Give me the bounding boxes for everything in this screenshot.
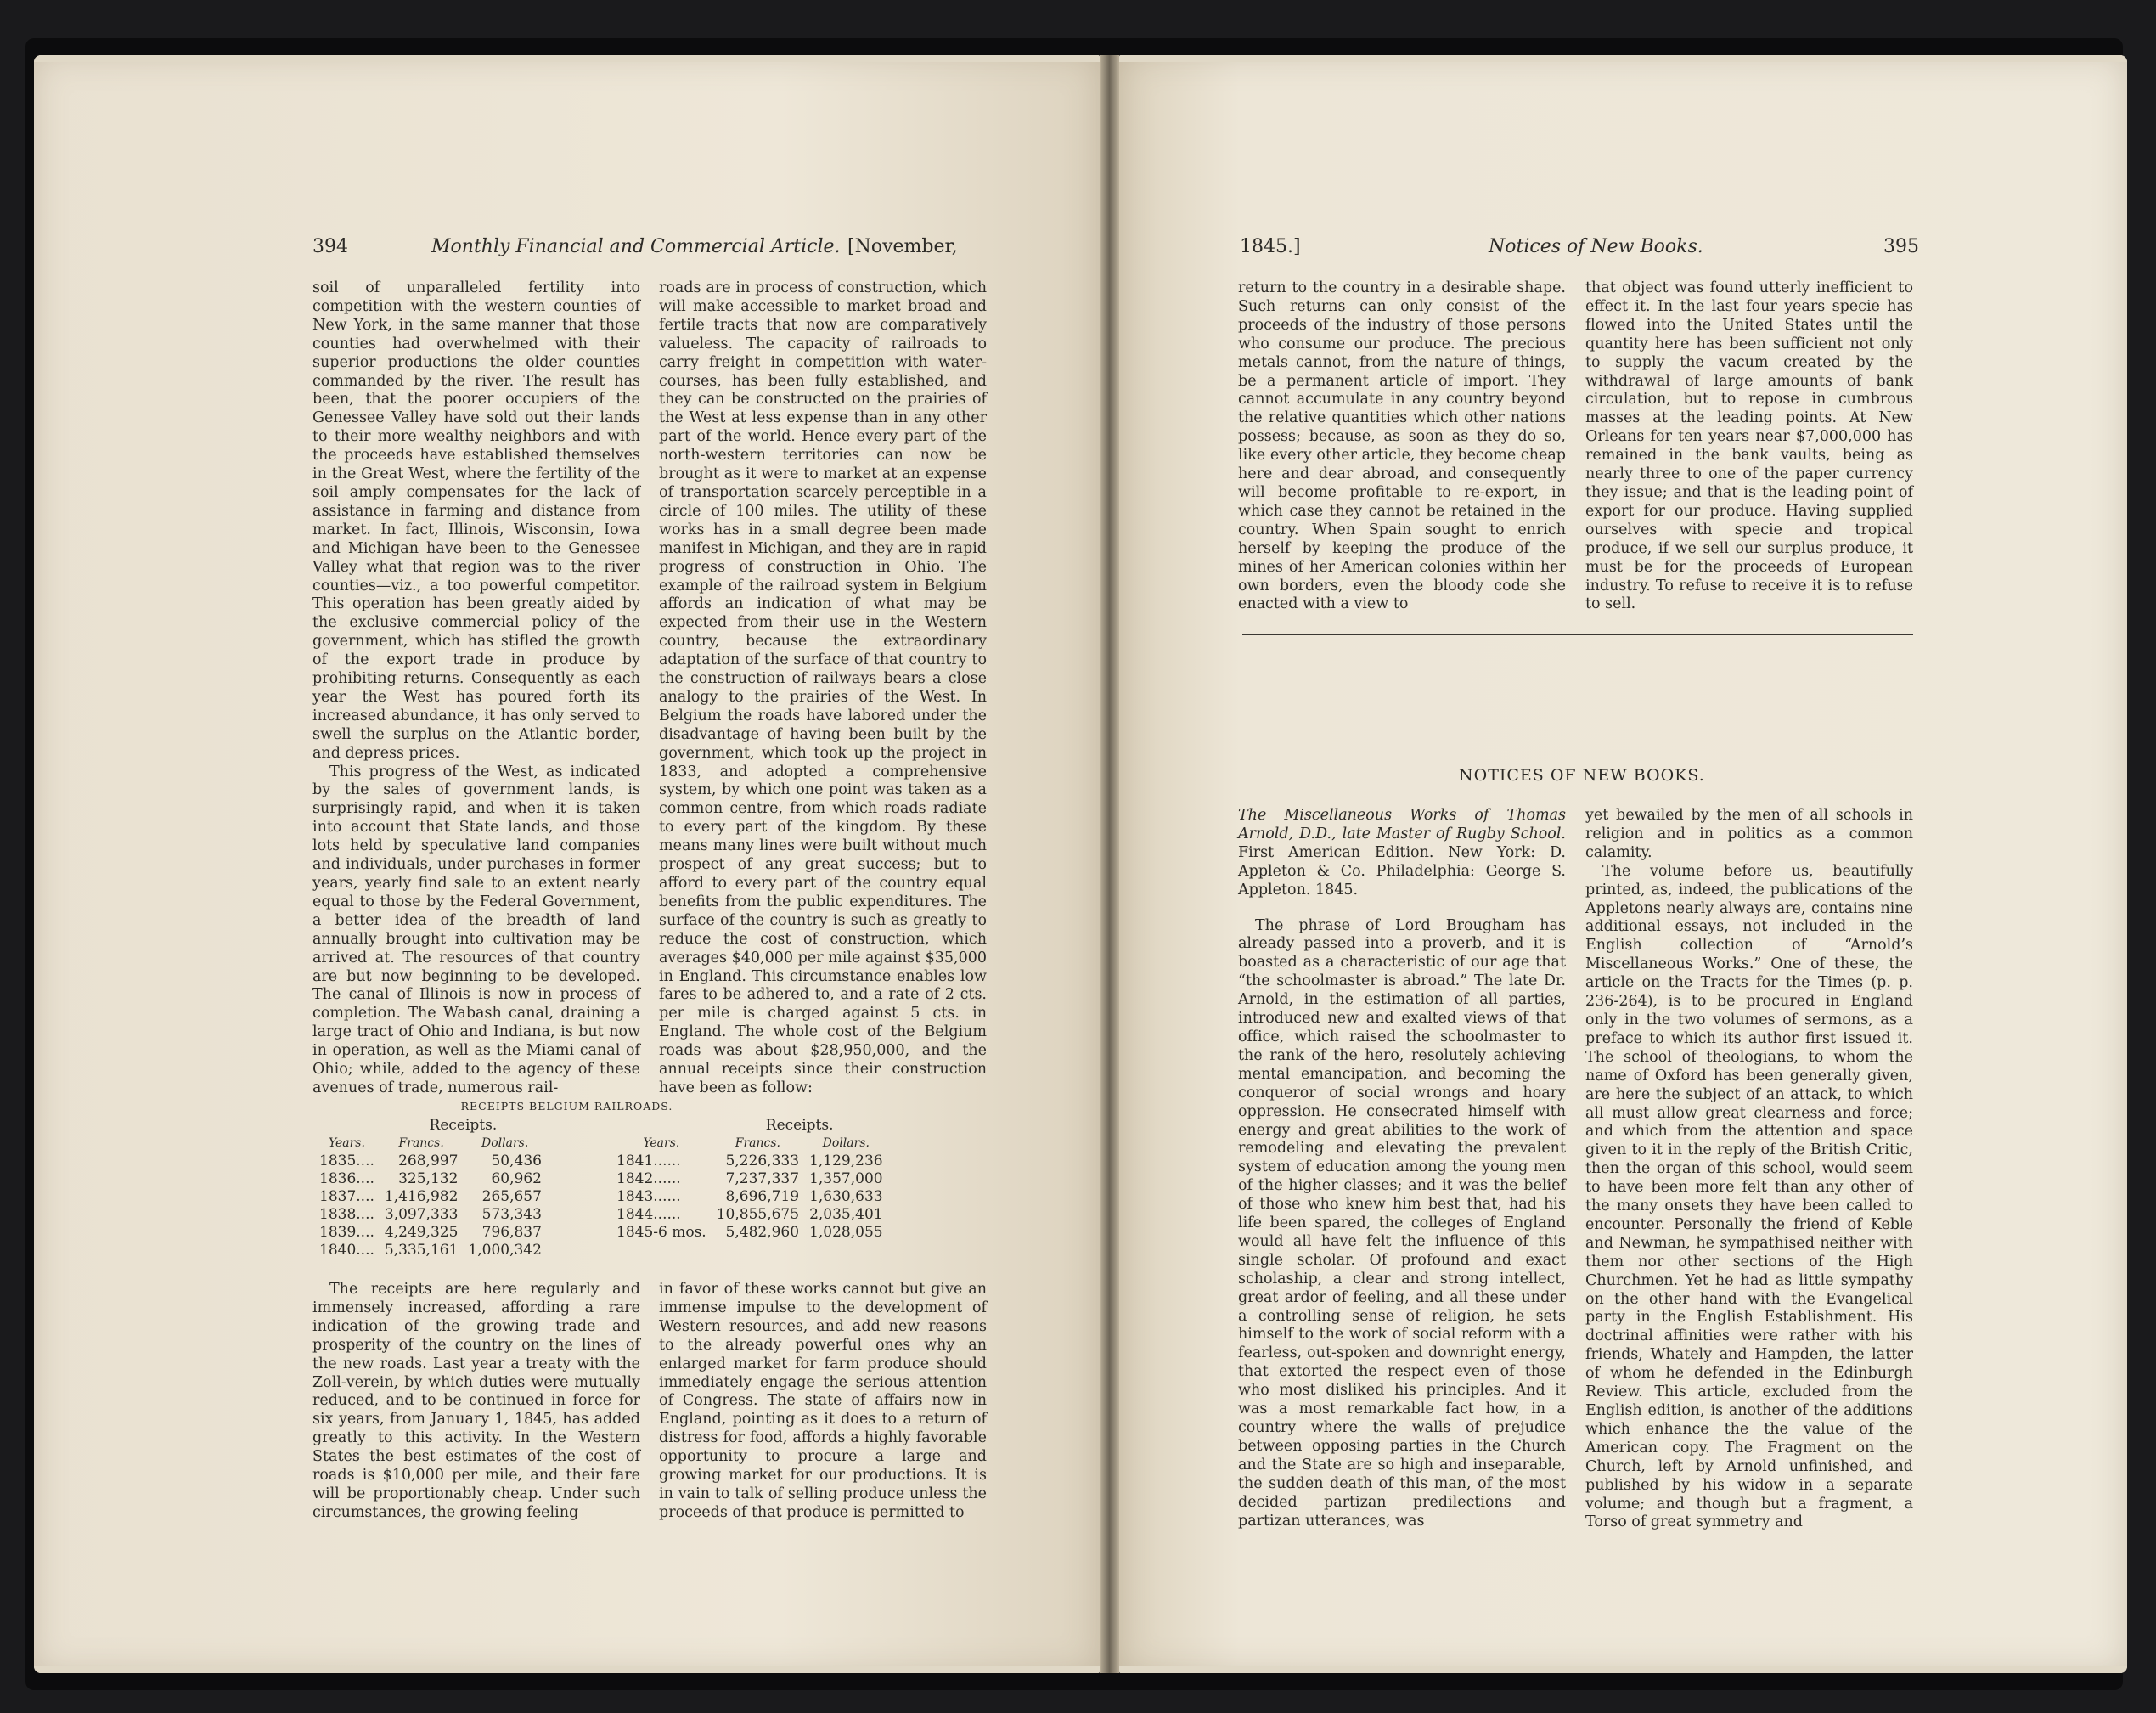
receipts-table-left [314, 1117, 547, 1259]
right-col1-review [1238, 807, 1566, 1530]
paragraph: return to the country in a desirable shape. Such returns can only consist of the proceeds of the industry of those persons who consume our produce. The precious metals cannot, from the nature of things, be a permanent article of import. They cannot accumulate in any country beyond the relative quantities which other nations possess; because, as soon as they do so, like every other article, they become cheap here and dear abroad, and consequently will become profitable to re-export, in which case they cannot be retained in the country. When Spain sought to enrich herself by keeping the produce of the mines of her American colonies within her own borders, even the bloody code she enacted with a view to [1238, 279, 1566, 613]
book-title: The Miscellaneous Works of Thomas Arnold, D.D., late Master of Rugby School. [1238, 807, 1566, 842]
left-col2-bottom [659, 1281, 987, 1523]
book-imprint: First American Edition. New York: D. Appleton & Co. Philadelphia: George S. Appleton. 1845. [1238, 843, 1566, 899]
right-running-header [1119, 236, 2127, 263]
section-divider [1242, 634, 1913, 635]
right-col2-review [1585, 807, 1913, 1532]
table-row: 1841...... 5,226,333 1,129,236 [616, 1152, 883, 1169]
page-edge-bottom [34, 1666, 1100, 1673]
header-years: Years. [643, 1136, 680, 1150]
right-running-title: Notices of New Books. [1489, 236, 1703, 257]
header-dollars: Dollars. [822, 1136, 870, 1150]
left-running-title: Monthly Financial and Commercial Article. [431, 236, 841, 257]
paragraph: yet bewailed by the men of all schools in religion and in politics as a common calamity. [1585, 807, 1913, 861]
left-running-header [34, 236, 1100, 263]
paragraph: roads are in process of construction, which will make accessible to market broad and fertile tracts that now are comparatively valueless. The capacity of railroads to carry freight in competition with water-courses, has been fully established, and they can be constructed on the prairies of the West at less expense than in any other part of the world. Hence every part of the north-western territories can now be brought as it were to market at an expense of transportation scarcely perceptible in a circle of 100 miles. The utility of these works has in a small degree been made manifest in Michigan, and they are in rapid progress of construction in Ohio. The example of the railroad system in Belgium affords an indication of what may be expected from their use in the Western country, because the extraordinary adaptation of the surface of that country to the construction of railways bears a close analogy to the prairies of the West. In Belgium the roads have labored under the disadvantage of having been built by the government, which took up the project in 1833, and adopted a comprehensive system, by which one point was taken as a common centre, from which roads radiate to every part of the kingdom. By these means many lines were built without much prospect of any great success; but to afford to every part of the country equal benefits from the public expenditures. The surface of the country is such as greatly to reduce the cost of construction, which averages $40,000 per mile against $35,000 in England. This circumstance enables low fares to be adhered to, and a rate of 2 cts. per mile is charged against 5 cts. in England. The whole cost of the Belgium roads was about $28,950,000, and the annual receipts since their construction have been as follow: [659, 279, 987, 1096]
header-francs: Francs. [735, 1136, 781, 1150]
paragraph: that object was found utterly inefficient to effect it. In the last four years specie has flowed into the United States until the quantity here has been sufficient not only to supply the vacum created by the withdrawal of large amounts of bank circulation, but to repose in cumbrous masses at the leading points. At New Orleans for ten years near $7,000,000 has remained in the bank vaults, being as nearly three to one of the paper currency they issue; and that is the leading point of export for our produce. Having supplied ourselves with specie and tropical produce, if we sell our surplus produce, it must be for the proceeds of European industry. To refuse to receive it is to refuse to sell. [1585, 279, 1913, 613]
right-page-number: 395 [1883, 236, 1919, 257]
table-title: RECEIPTS BELGIUM RAILROADS. [460, 1100, 673, 1113]
section-title: NOTICES OF NEW BOOKS. [1459, 766, 1705, 785]
paragraph: in favor of these works cannot but give an immense impulse to the development of Western resources, and add new reasons to the already powerful ones why an enlarged market for farm produce should immediately engage the serious attention of Congress. The state of affairs now in England, pointing as it does to a return of distress for food, affords a highly favorable opportunity to procure a large and growing market for our productions. It is in vain to talk of selling produce unless the proceeds of that produce is permitted to [659, 1281, 987, 1521]
table-row: 1843...... 8,696,719 1,630,633 [616, 1188, 883, 1205]
header-dollars: Dollars. [481, 1136, 529, 1150]
left-page [34, 55, 1100, 1673]
left-running-date: [November, [847, 236, 958, 257]
table-row: 1836.... 325,132 60,962 [319, 1170, 542, 1187]
paragraph: soil of unparalleled fertility into competition with the western counties of New York, in the same manner that those counties had overwhelmed with their superior productions the older counties commanded by the river. The result has been, that the poorer occupiers of the Genessee Valley have sold out their lands to their more wealthy neighbors and with the proceeds have established themselves in the Great West, where the fertility of the soil amply compensates for the lack of assistance in farming and distance from market. In fact, Illinois, Wisconsin, Iowa and Michigan have been to the Genessee Valley what that region was to the river counties—viz., a too powerful competitor. This operation has been greatly aided by the exclusive commercial policy of the government, which has stifled the growth of the export trade in produce by prohibiting returns. Consequently as each year the West has poured forth its increased abundance, it has only served to swell the surplus on the Atlantic border, and depress prices. [312, 279, 640, 762]
page-edge-top [34, 55, 1100, 62]
table-row: 1845-6 mos. 5,482,960 1,028,055 [616, 1224, 883, 1241]
table-row: 1842...... 7,237,337 1,357,000 [616, 1170, 883, 1187]
receipts-group-label: Receipts. [429, 1117, 498, 1134]
paragraph: The receipts are here regularly and immensely increased, affording a rare indication of the growing trade and prosperity of the country on the lines of the new roads. Last year a treaty with the Zoll-verein, by which duties were mutually reduced, and to be continued in force for six years, from January 1, 1845, has added greatly to this activity. In the Western States the best estimates of the cost of roads is $10,000 per mile, and their fare will be proportionably cheap. Under such circumstances, the growing feeling [312, 1281, 640, 1521]
table-row: 1835.... 268,997 50,436 [319, 1152, 542, 1169]
table-row: 1844...... 10,855,675 2,035,401 [616, 1206, 883, 1223]
right-running-date: 1845.] [1240, 236, 1301, 257]
page-edge-top [1119, 55, 2127, 62]
book-entry [1238, 807, 1566, 900]
header-francs: Francs. [398, 1136, 444, 1150]
book-gutter [1100, 55, 1119, 1673]
receipts-group-label: Receipts. [765, 1117, 834, 1134]
left-col1 [312, 279, 640, 1098]
table-row: 1838.... 3,097,333 573,343 [319, 1206, 542, 1223]
paragraph: The volume before us, beautifully printed, as, indeed, the publications of the Appletons nearly always are, contains nine additional essays, not included in the English collection of “Arnold’s Miscellaneous Works.” One of these, the article on the Tracts for the Times (p. p. 236-264), is to be procured in England only in the two volumes of sermons, as a preface to which its author first issued it. The school of theologians, to whom the name of Oxford has been generally given, are here the subject of an attack, to which all must allow great clearness and force; and which from the attention and space given to it in the reply of the British Critic, then the organ of this school, would seem to have been more felt than any other of the many onsets they have been called to encounter. Personally the friend of Keble and Newman, he sympathised neither with them nor other sections of the High Churchmen. Yet he had as little sympathy on the other hand with the Evangelical party in the English Establishment. His doctrinal affinities were rather with his friends, Whately and Hampden, the latter of whom he defended in the Edinburgh Review. This article, excluded from the English edition, is another of the additions which enhance the the value of the American copy. The Fragment on the Church, left by Arnold unfinished, and published by his widow in a separate volume; and though but a fragment, a Torso of great symmetry and [1585, 862, 1913, 1531]
paragraph: This progress of the West, as indicated by the sales of government lands, is surprisingly rapid, and when it is taken into account that State lands, and those lots held by speculative land companies and individuals, under purchases in former years, yearly find sale to an extent nearly equal to those by the Federal Government, a better idea of the breadth of land annually brought into cultivation may be arrived at. The resources of that country are but now beginning to be developed. The canal of Illinois is now in process of completion. The Wabash canal, draining a large tract of Ohio and Indiana, is but now in operation, as well as the Miami canal of Ohio; while, added to the agency of these avenues of trade, numerous rail- [312, 763, 640, 1096]
table-row: 1837.... 1,416,982 265,657 [319, 1188, 542, 1205]
left-col2 [659, 279, 987, 1098]
page-edge-bottom [1119, 1666, 2127, 1673]
table-row: 1839.... 4,249,325 796,837 [319, 1224, 542, 1241]
right-col1 [1238, 279, 1566, 614]
left-col1-bottom [312, 1281, 640, 1523]
right-page [1119, 55, 2127, 1673]
paragraph: The phrase of Lord Brougham has already passed into a proverb, and it is boasted as a characteristic of our age that “the schoolmaster is abroad.” The late Dr. Arnold, in the estimation of all parties, introduced new and exalted views of that office, which raised the schoolmaster to the rank of the hero, resolutely achieving mental emancipation, and becoming the conqueror of social wrongs and hoary oppression. He consecrated himself with energy and great abilities to the work of remodeling and elevating the prevalent system of education among the young men of the higher classes; and it was the belief of those who knew him best that, had his life been spared, the colleges of England would all have felt the influence of this single scholar. Of profound and exact scholaship, a clear and strong intellect, great ardor of feeling, and all these under a controlling sense of religion, he sets himself to the work of social reform with a fearless, out-spoken and downright energy, that extorted the respect even of those who most disliked his principles. And it was a most remarkable fact how, in a country where the walls of prejudice between opposing parties in the Church and the State are so high and inseparable, the sudden death of this man, of the most decided partizan predilections and partizan utterances, was [1238, 916, 1566, 1530]
receipts-table-right [611, 1117, 888, 1242]
header-years: Years. [328, 1136, 365, 1150]
right-col2 [1585, 279, 1913, 614]
left-page-number: 394 [312, 236, 348, 257]
table-row: 1840.... 5,335,161 1,000,342 [319, 1242, 542, 1259]
